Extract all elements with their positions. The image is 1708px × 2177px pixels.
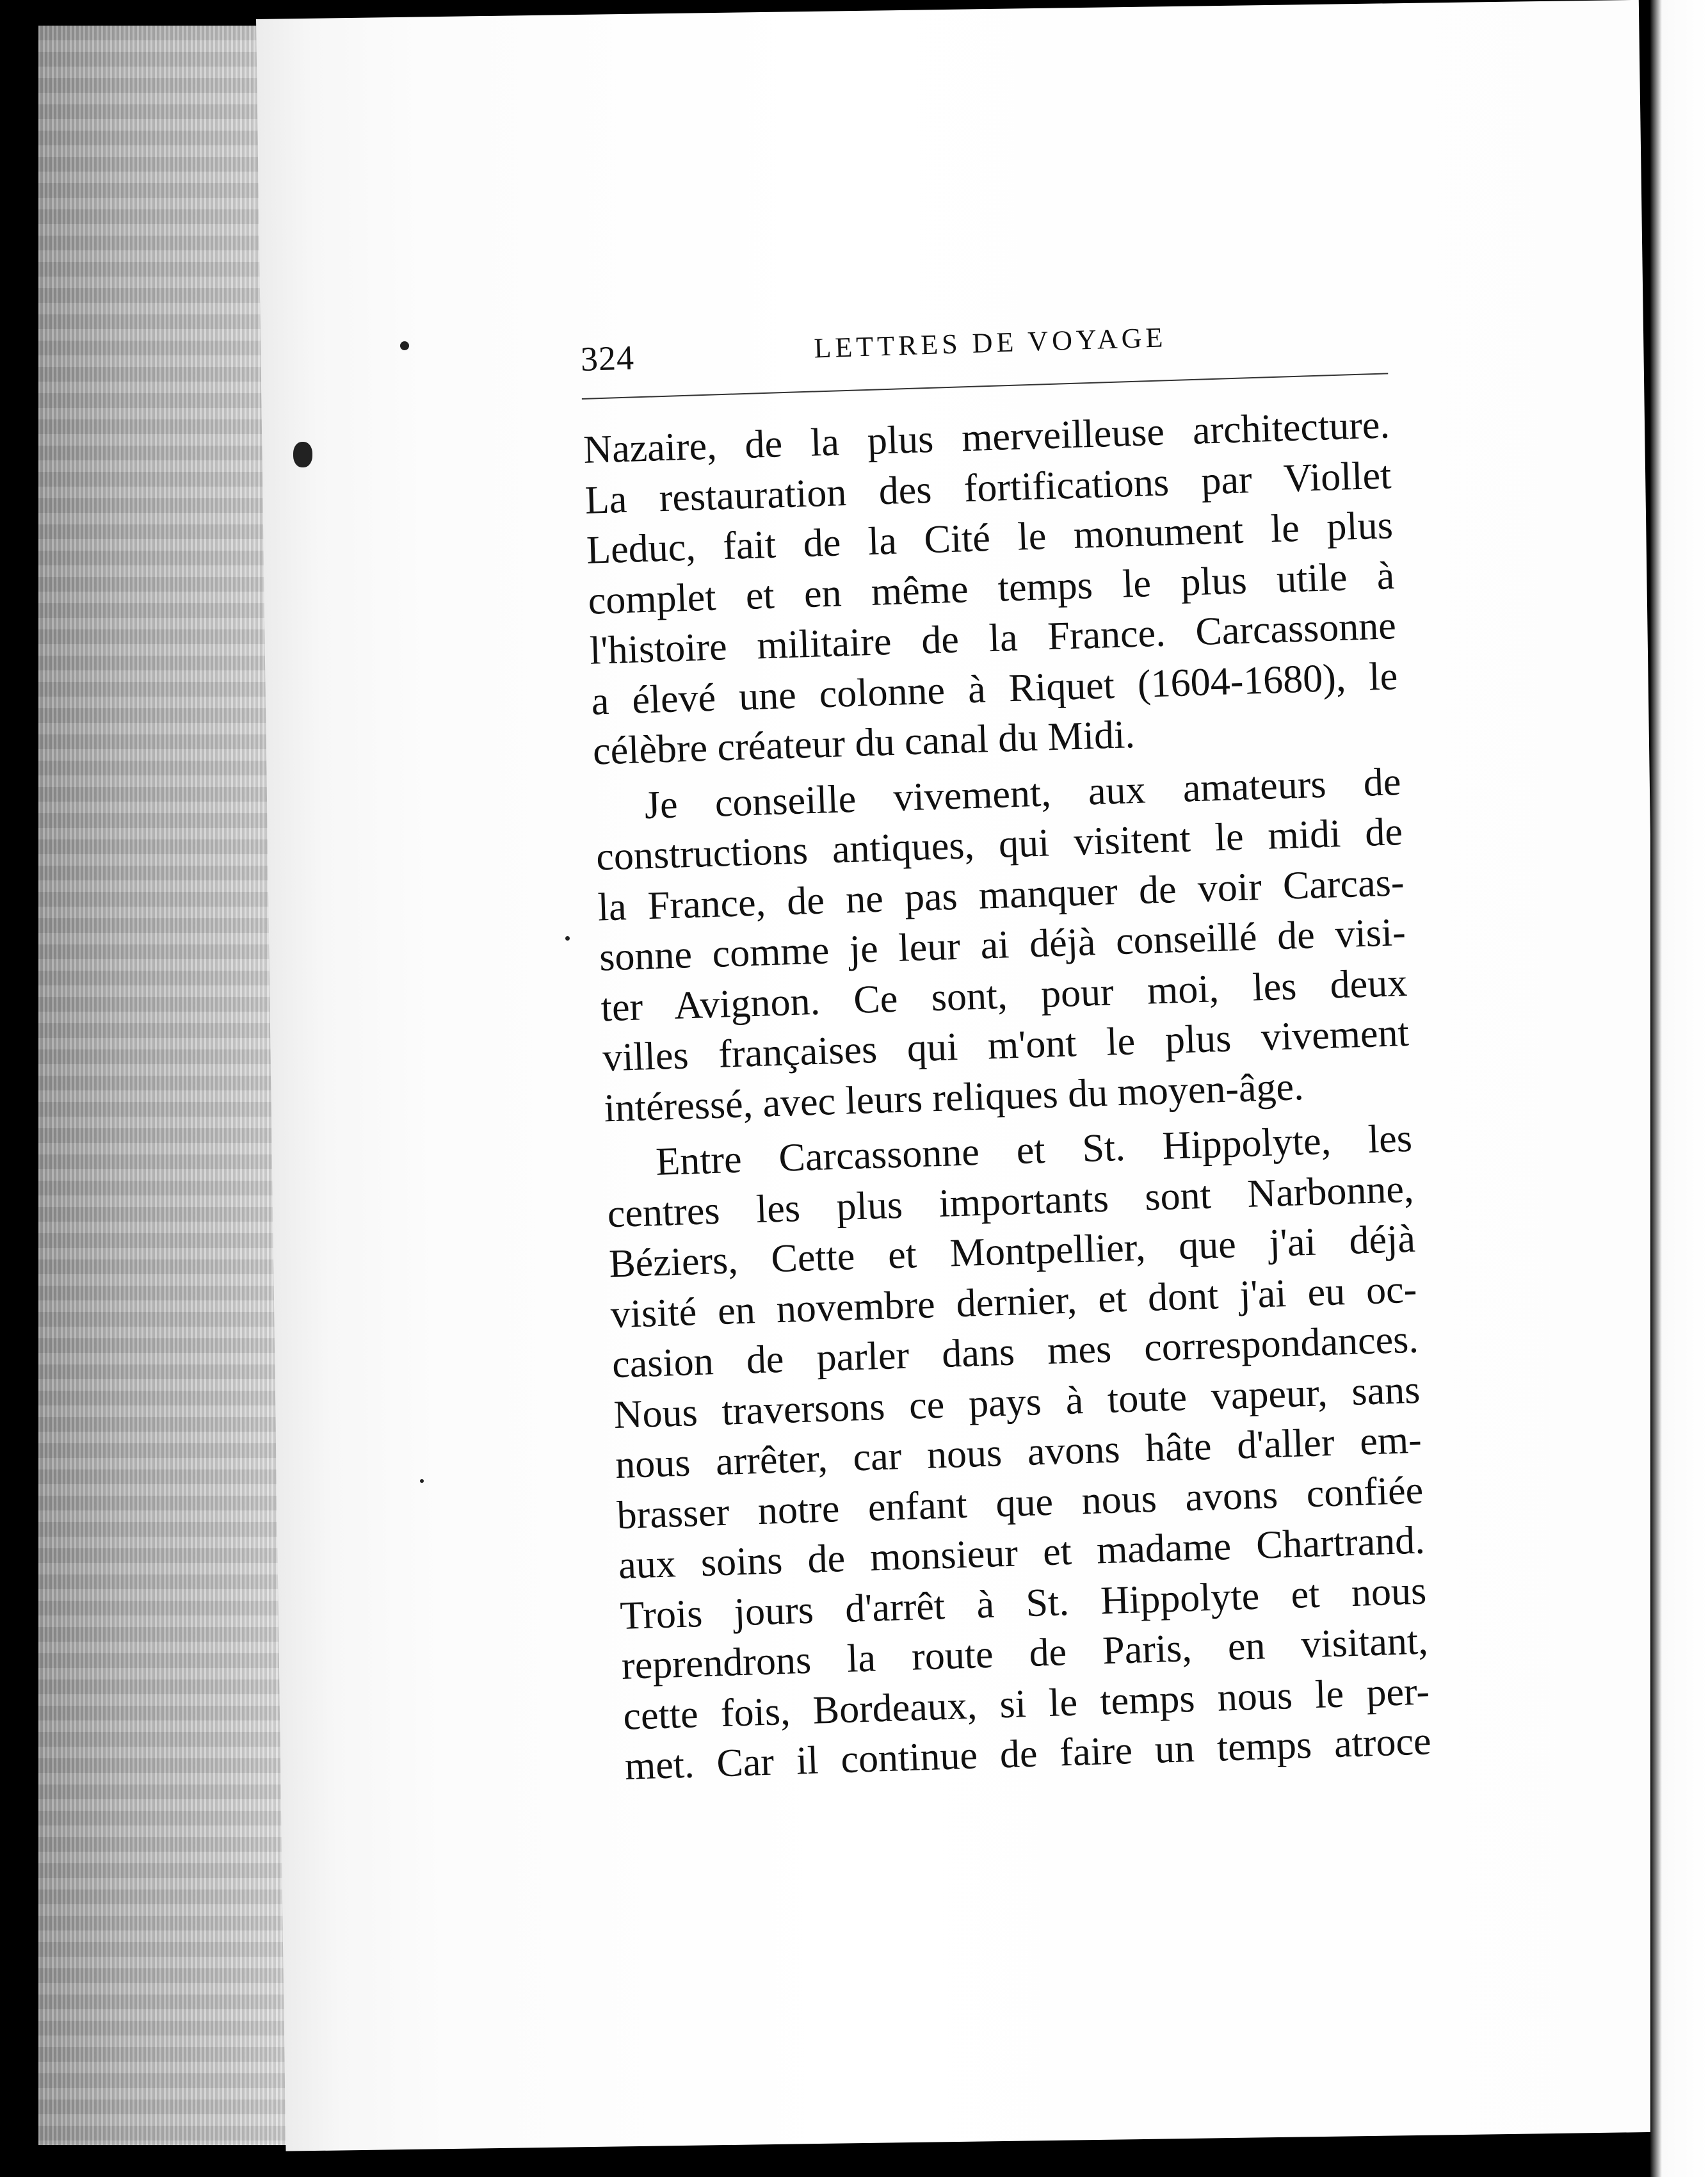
- page-number: 324: [579, 338, 635, 378]
- paragraph: [583, 399, 1419, 777]
- paragraph: [594, 756, 1431, 1134]
- margin-speck: [565, 936, 570, 941]
- text-line: l'histoire militaire de la France. Carcassonne: [589, 604, 1397, 673]
- text-line: La restauration des fortifications par Viollet: [584, 453, 1392, 522]
- text-line: Je conseille vivement, aux amateurs de: [643, 759, 1402, 827]
- text-line: constructions antiques, qui visitent le midi de: [595, 810, 1403, 879]
- text-line: complet et en même temps le plus utile à: [587, 553, 1396, 623]
- margin-speck: [420, 1479, 424, 1483]
- text-line: Trois jours d'arrêt à St. Hippolyte et nous: [619, 1568, 1428, 1638]
- page-text-block: [579, 294, 1451, 1792]
- text-line: aux soins de monsieur et madame Chartrand.: [618, 1518, 1426, 1588]
- paragraph: [605, 1113, 1451, 1792]
- text-line: Nazaire, de la plus merveilleuse architecture.: [583, 403, 1390, 472]
- running-title: LETTRES DE VOYAGE: [813, 321, 1167, 364]
- text-line: cette fois, Bordeaux, si le temps nous le per-: [622, 1669, 1430, 1738]
- adjacent-page-edge: [1650, 0, 1708, 2177]
- text-line: Béziers, Cette et Montpellier, que j'ai déjà: [608, 1217, 1416, 1286]
- text-line: visité en novembre dernier, et dont j'ai eu oc-: [609, 1267, 1418, 1336]
- text-line: met. Car il continue de faire un temps atroce: [624, 1719, 1432, 1788]
- text-line: sonne comme je leur ai déjà conseillé de visi-: [599, 910, 1406, 980]
- text-line: Leduc, fait de la Cité le monument le plus: [586, 503, 1394, 572]
- text-line: a élevé une colonne à Riquet (1604-1680), le: [590, 654, 1399, 724]
- text-line: centres les plus importants sont Narbonne,: [606, 1167, 1415, 1236]
- text-line: ter Avignon. Ce sont, pour moi, les deux: [600, 960, 1408, 1030]
- text-line: Entre Carcassonne et St. Hippolyte, les: [655, 1116, 1413, 1184]
- text-line: la France, de ne pas manquer de voir Carcas-: [597, 860, 1405, 930]
- text-line: intéressé, avec leurs reliques du moyen-âge.: [603, 1064, 1305, 1130]
- text-line: brasser notre enfant que nous avons confiée: [616, 1468, 1424, 1537]
- text-line: célèbre créateur du canal du Midi.: [592, 713, 1136, 773]
- margin-speck: [400, 341, 409, 350]
- text-line: casion de parler dans mes correspondances.: [611, 1317, 1419, 1387]
- text-line: nous arrêter, car nous avons hâte d'aller em-: [615, 1418, 1422, 1487]
- text-line: reprendrons la route de Paris, en visitant,: [620, 1619, 1429, 1688]
- book-fore-edge: [38, 26, 294, 2145]
- text-line: Nous traversons ce pays à toute vapeur, sans: [613, 1368, 1421, 1437]
- text-line: villes françaises qui m'ont le plus vivement: [602, 1010, 1410, 1080]
- margin-blot: [293, 442, 312, 467]
